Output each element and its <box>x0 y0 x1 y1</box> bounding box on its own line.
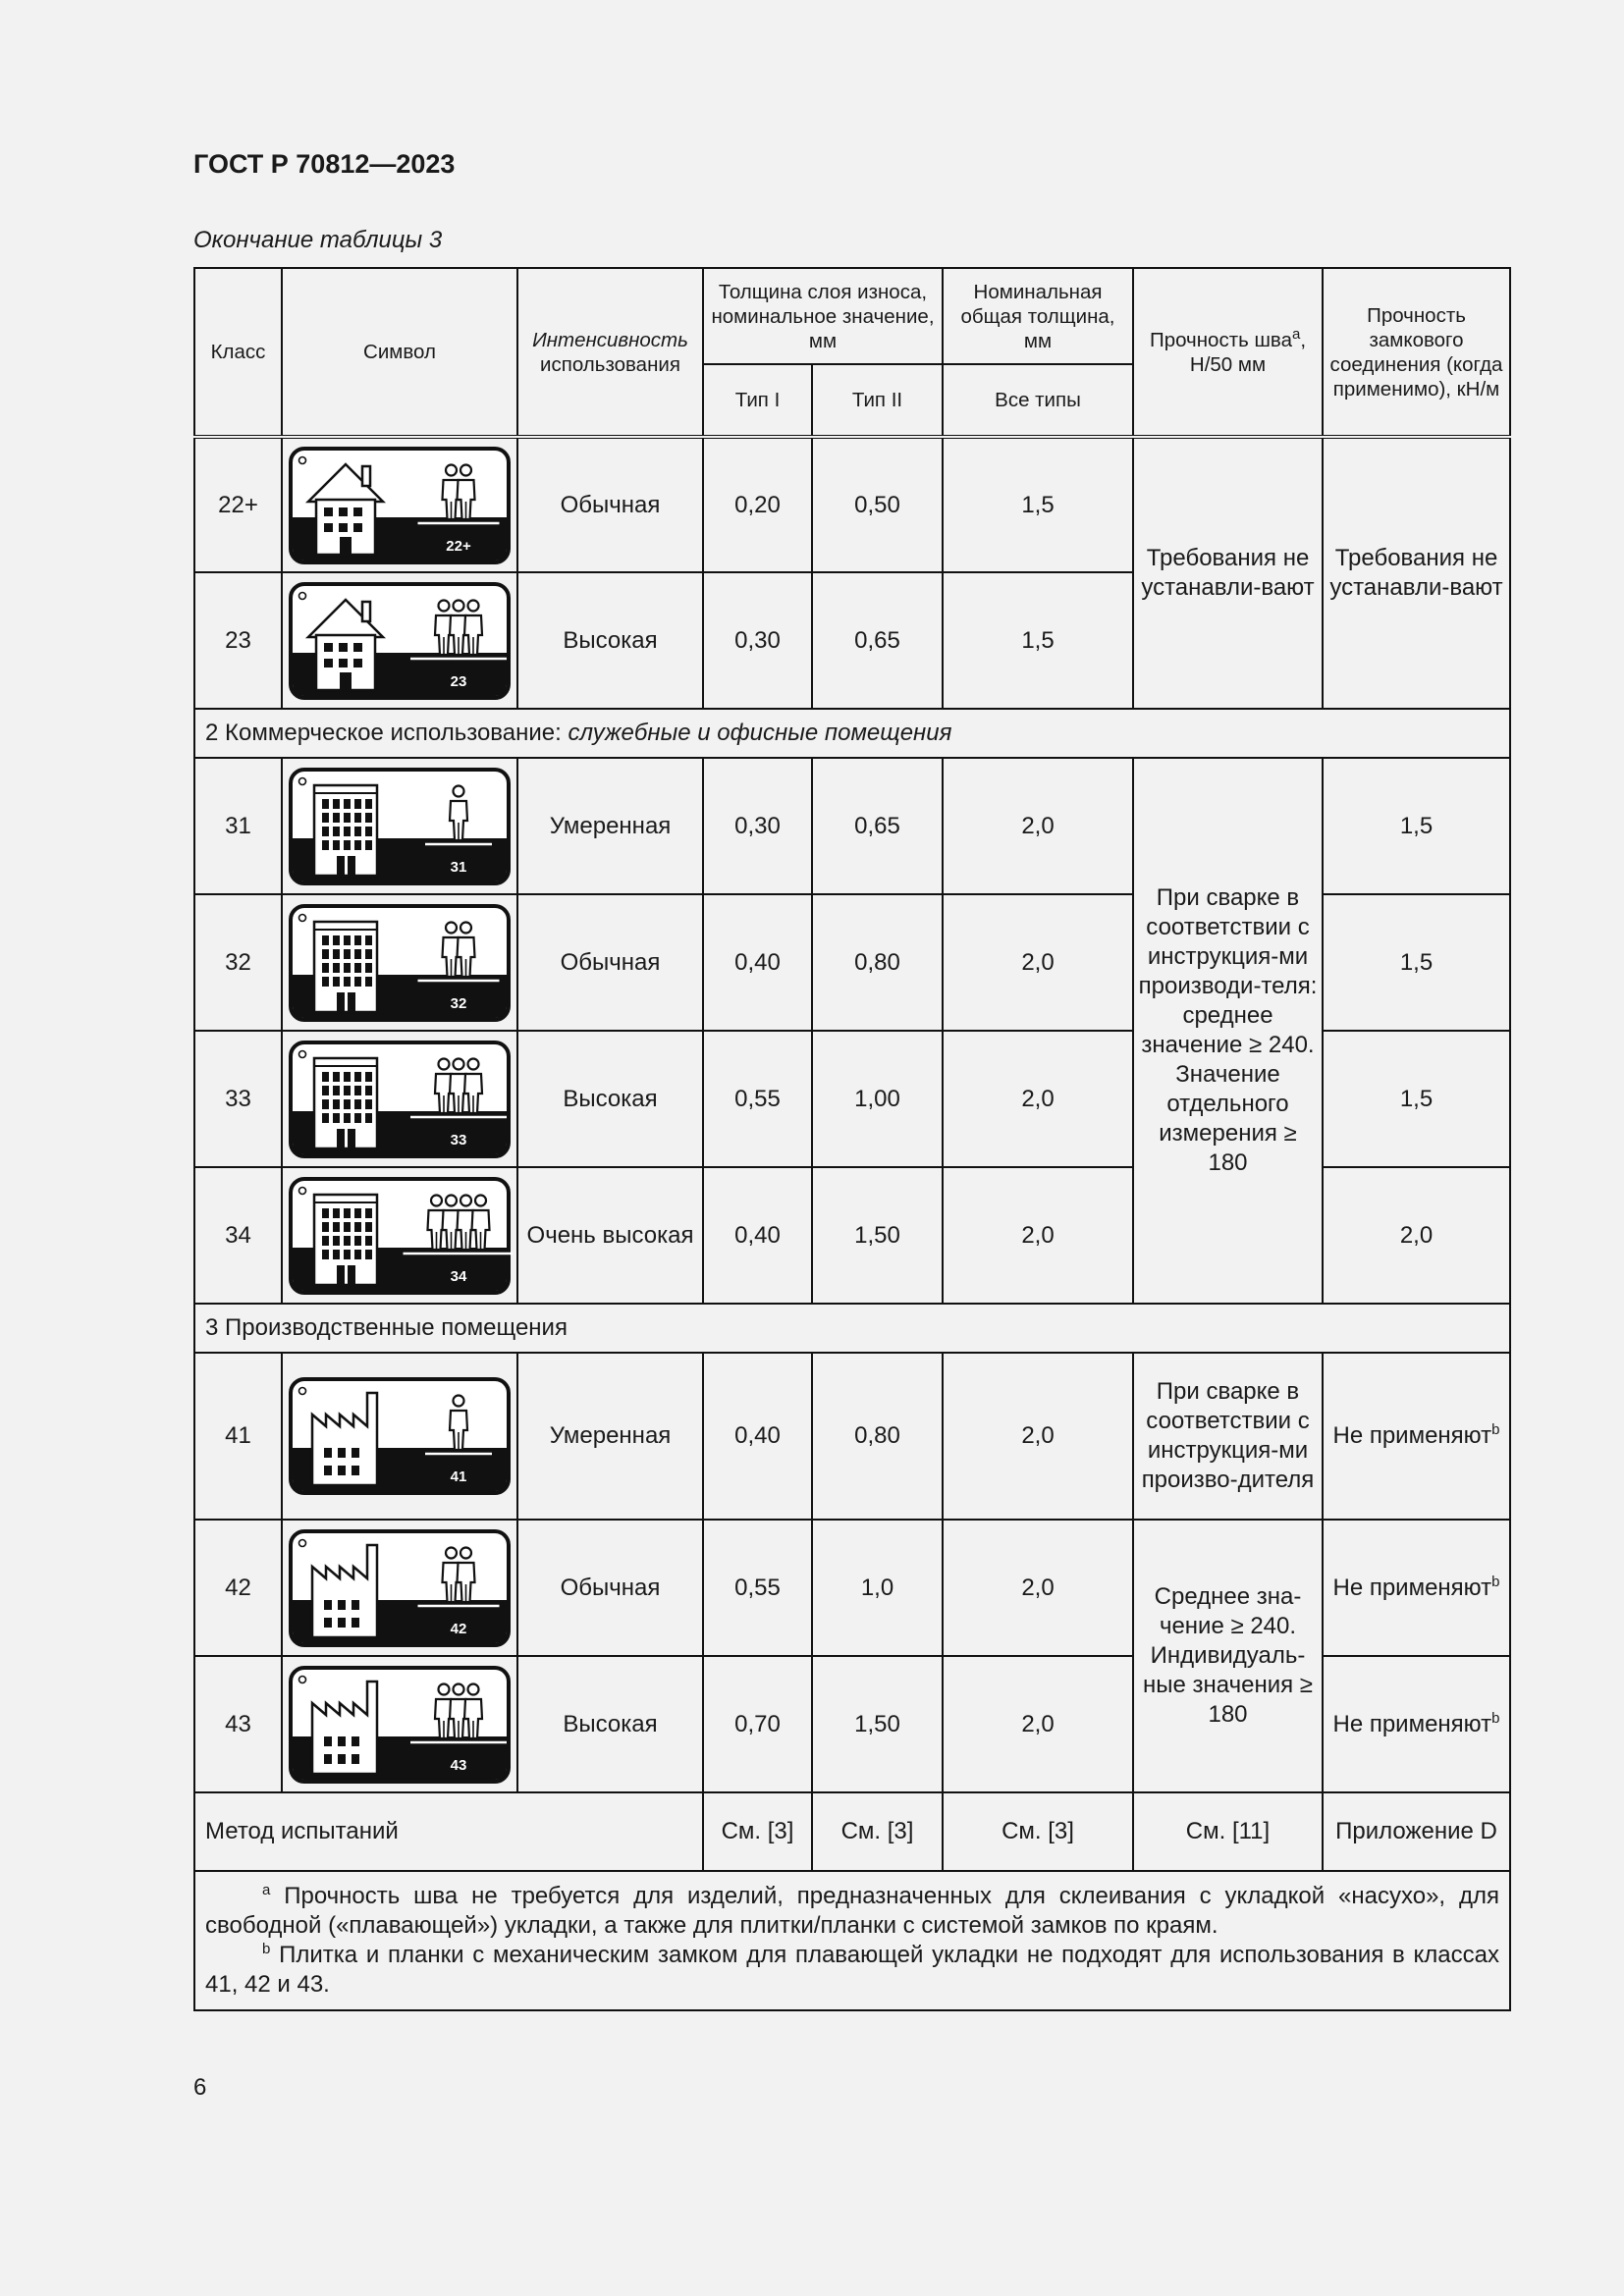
intensity-cell: Высокая <box>517 572 703 709</box>
usage-symbol <box>282 758 517 894</box>
type2-cell: 0,65 <box>812 572 943 709</box>
col-header-symbol: Символ <box>282 268 517 437</box>
class-symbol-label: 34 <box>450 1267 467 1285</box>
type1-cell: 0,40 <box>703 1353 812 1520</box>
type2-cell: 0,80 <box>812 1353 943 1520</box>
lock-strength-cell: Требования не устанавли-вают <box>1323 437 1510 709</box>
table-row <box>194 1353 1510 1520</box>
class-cell: 42 <box>194 1520 282 1656</box>
type1-cell: 0,30 <box>703 758 812 894</box>
usage-symbol <box>282 1031 517 1167</box>
col-header-wear-layer: Толщина слоя износа, номинальное значение, мм <box>703 268 943 364</box>
section-heading: 3 Производственные помещения <box>194 1304 1510 1353</box>
type1-cell: 0,40 <box>703 894 812 1031</box>
col-header-class: Класс <box>194 268 282 437</box>
intensity-cell: Умеренная <box>517 758 703 894</box>
classification-table <box>193 267 1511 2011</box>
class-cell: 43 <box>194 1656 282 1792</box>
col-header-nominal: Номинальная общая толщина, мм <box>943 268 1133 364</box>
col-header-lock: Прочность замкового соединения (когда применимо), кН/м <box>1323 268 1510 437</box>
class-symbol-icon <box>287 1527 513 1649</box>
class-symbol-label: 42 <box>450 1620 467 1637</box>
usage-symbol <box>282 894 517 1031</box>
intensity-cell: Очень высокая <box>517 1167 703 1304</box>
class-symbol-label: 22+ <box>446 537 471 555</box>
lock-strength-cell: 1,5 <box>1323 1031 1510 1167</box>
intensity-cell: Умеренная <box>517 1353 703 1520</box>
type1-cell: 0,70 <box>703 1656 812 1792</box>
class-cell: 31 <box>194 758 282 894</box>
seam-strength-cell: Требования не устанавли-вают <box>1133 437 1323 709</box>
class-symbol-icon <box>287 1175 513 1297</box>
document-header: ГОСТ Р 70812—2023 <box>193 149 456 179</box>
col-header-type1: Тип I <box>703 364 812 437</box>
type2-cell: 0,80 <box>812 894 943 1031</box>
usage-symbol <box>282 437 517 572</box>
col-header-intensity: Интенсивность использования <box>517 268 703 437</box>
lock-strength-cell: Не применяют$^b$ <box>1323 1520 1510 1656</box>
intensity-cell: Обычная <box>517 437 703 572</box>
table-row <box>194 1520 1510 1656</box>
test-method-row <box>194 1792 1510 1871</box>
total-thickness-cell: 2,0 <box>943 1656 1133 1792</box>
total-thickness-cell: 2,0 <box>943 758 1133 894</box>
footnotes <box>194 1871 1510 2010</box>
total-thickness-cell: 1,5 <box>943 437 1133 572</box>
class-symbol-icon <box>287 1664 513 1786</box>
col-header-seam: Прочность шва$^a$, Н/50 мм <box>1133 268 1323 437</box>
section-heading: 2 Коммерческое использование: служебные и офисные помещения <box>194 709 1510 758</box>
class-symbol-label: 23 <box>450 672 467 690</box>
test-method-label: Метод испытаний <box>194 1792 703 1871</box>
intensity-cell: Обычная <box>517 1520 703 1656</box>
class-symbol-label: 43 <box>450 1756 467 1774</box>
seam-strength-cell: При сварке в соответствии с инструкция-ми производи-теля: среднее значение ≥ 240. Значение отдельного измерения ≥ 180 <box>1133 758 1323 1304</box>
page-number: 6 <box>193 2074 207 2101</box>
seam-strength-cell: Среднее зна-чение ≥ 240. Индивидуаль-ные значения ≥ 180 <box>1133 1520 1323 1792</box>
lock-strength-cell: 2,0 <box>1323 1167 1510 1304</box>
class-symbol-label: 31 <box>450 858 467 876</box>
class-cell: 33 <box>194 1031 282 1167</box>
intensity-cell: Высокая <box>517 1031 703 1167</box>
type2-cell: 0,50 <box>812 437 943 572</box>
seam-strength-cell: При сварке в соответствии с инструкция-ми произво-дителя <box>1133 1353 1323 1520</box>
type1-cell: 0,55 <box>703 1031 812 1167</box>
class-symbol-label: 33 <box>450 1131 467 1148</box>
class-symbol-label: 32 <box>450 994 467 1012</box>
usage-symbol <box>282 1520 517 1656</box>
class-cell: 23 <box>194 572 282 709</box>
total-thickness-cell: 1,5 <box>943 572 1133 709</box>
total-thickness-cell: 2,0 <box>943 894 1133 1031</box>
class-symbol-label: 41 <box>450 1468 467 1485</box>
type2-cell: 1,00 <box>812 1031 943 1167</box>
type2-cell: 1,50 <box>812 1656 943 1792</box>
class-cell: 34 <box>194 1167 282 1304</box>
class-symbol-icon <box>287 766 513 887</box>
class-symbol-icon <box>287 445 513 566</box>
test-method-type2: См. [3] <box>812 1792 943 1871</box>
type2-cell: 1,0 <box>812 1520 943 1656</box>
class-symbol-icon <box>287 580 513 702</box>
class-cell: 22+ <box>194 437 282 572</box>
class-symbol-icon <box>287 902 513 1024</box>
class-cell: 32 <box>194 894 282 1031</box>
footnote-a: $^a$ Прочность шва не требуется для изделий, предназначенных для склеивания с укладкой «насухо», для свободной («плавающей») укладки, а также для плитки/планки с системой замков по краям. <box>205 1882 1499 1939</box>
test-method-lock: Приложение D <box>1323 1792 1510 1871</box>
footnote-b: $^b$ Плитка и планки с механическим замком для плавающей укладки не подходят для использования в классах 41, 42 и 43. <box>205 1941 1499 1998</box>
col-header-type2: Тип II <box>812 364 943 437</box>
table-row <box>194 758 1510 894</box>
total-thickness-cell: 2,0 <box>943 1031 1133 1167</box>
type1-cell: 0,40 <box>703 1167 812 1304</box>
intensity-cell: Обычная <box>517 894 703 1031</box>
class-symbol-icon <box>287 1375 513 1497</box>
type2-cell: 0,65 <box>812 758 943 894</box>
type1-cell: 0,30 <box>703 572 812 709</box>
usage-symbol <box>282 1167 517 1304</box>
test-method-seam: См. [11] <box>1133 1792 1323 1871</box>
type1-cell: 0,20 <box>703 437 812 572</box>
total-thickness-cell: 2,0 <box>943 1167 1133 1304</box>
lock-strength-cell: Не применяют$^b$ <box>1323 1353 1510 1520</box>
usage-symbol <box>282 1353 517 1520</box>
type1-cell: 0,55 <box>703 1520 812 1656</box>
test-method-total: См. [3] <box>943 1792 1133 1871</box>
class-symbol-icon <box>287 1039 513 1160</box>
total-thickness-cell: 2,0 <box>943 1520 1133 1656</box>
usage-symbol <box>282 1656 517 1792</box>
lock-strength-cell: 1,5 <box>1323 894 1510 1031</box>
table-row <box>194 437 1510 572</box>
total-thickness-cell: 2,0 <box>943 1353 1133 1520</box>
lock-strength-cell: 1,5 <box>1323 758 1510 894</box>
class-cell: 41 <box>194 1353 282 1520</box>
col-header-all-types: Все типы <box>943 364 1133 437</box>
type2-cell: 1,50 <box>812 1167 943 1304</box>
table-caption: Окончание таблицы 3 <box>193 227 443 253</box>
lock-strength-cell: Не применяют$^b$ <box>1323 1656 1510 1792</box>
test-method-type1: См. [3] <box>703 1792 812 1871</box>
intensity-cell: Высокая <box>517 1656 703 1792</box>
usage-symbol <box>282 572 517 709</box>
